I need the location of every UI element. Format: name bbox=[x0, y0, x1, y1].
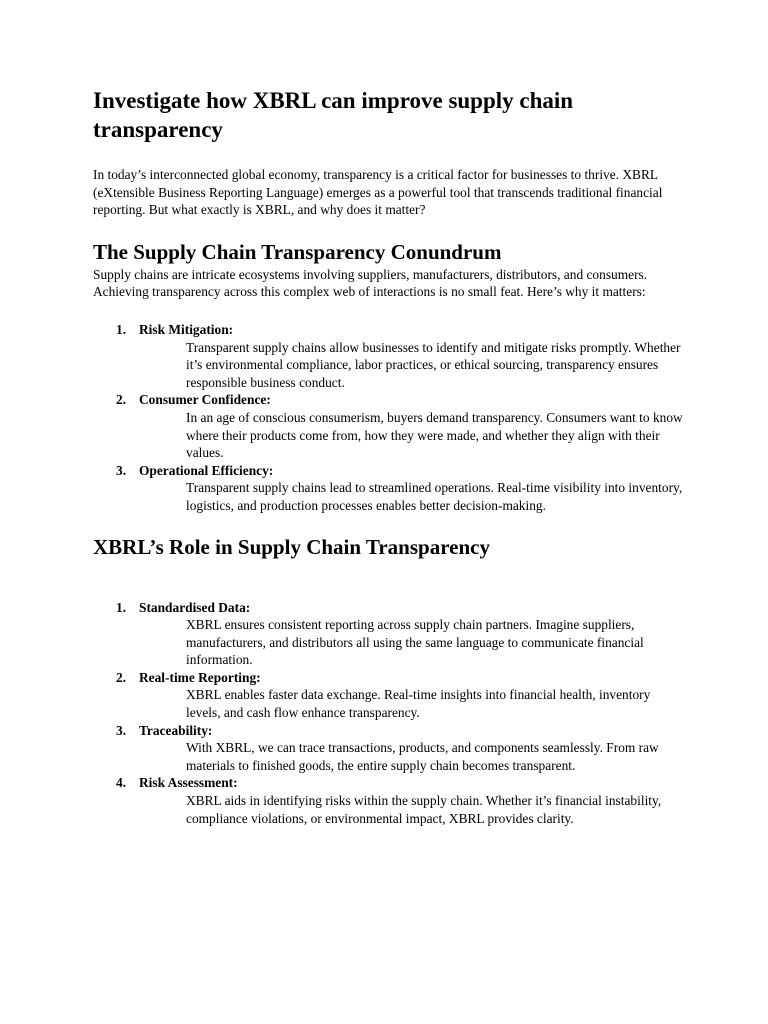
list-item-description: In an age of conscious consumerism, buyers demand transparency. Consumers want to know where their products come from, how they were made, and whether they align with their values. bbox=[186, 409, 683, 461]
list-item bbox=[93, 599, 683, 669]
list-item bbox=[93, 462, 683, 515]
document-page bbox=[93, 86, 683, 827]
list-item-title: Real-time Reporting: bbox=[139, 669, 261, 685]
document-title: Investigate how XBRL can improve supply chain transparency bbox=[93, 88, 574, 142]
section-heading-xbrl-role: XBRL’s Role in Supply Chain Transparency bbox=[93, 534, 490, 559]
list-item-description: XBRL enables faster data exchange. Real-time insights into financial health, inventory levels, and cash flow enhance transparency. bbox=[186, 687, 651, 721]
list-item-number: 1. bbox=[116, 599, 127, 615]
list-item-number: 4. bbox=[116, 775, 127, 791]
list-item-description: XBRL aids in identifying risks within the supply chain. Whether it’s financial instability, compliance violations, or environmental impact, XBRL provides clarity. bbox=[186, 793, 662, 826]
numbered-list-conundrum bbox=[93, 321, 683, 515]
intro-paragraph: In today’s interconnected global economy, transparency is a critical factor for businesses to thrive. XBRL (eXtensible Business Reporting Language) emerges as a powerful tool that transcends traditional financial reporting. But what exactly is XBRL, and why does it matter? bbox=[93, 167, 663, 218]
list-item-description: Transparent supply chains allow businesses to identify and mitigate risks promptly. Whether it’s environmental compliance, labor practices, or ethical sourcing, transparency ensures responsible business conduct. bbox=[186, 339, 681, 390]
list-item-title: Risk Assessment: bbox=[139, 775, 238, 791]
list-item-title: Risk Mitigation: bbox=[139, 321, 234, 337]
list-item-description: With XBRL, we can trace transactions, products, and components seamlessly. From raw materials to finished goods, the entire supply chain becomes transparent. bbox=[186, 740, 659, 773]
list-item-number: 2. bbox=[116, 392, 127, 408]
list-item-description: XBRL ensures consistent reporting across supply chain partners. Imagine suppliers, manufacturers, and distributors all using the same language to communicate financial information. bbox=[186, 617, 644, 668]
list-item bbox=[93, 722, 683, 775]
list-item bbox=[93, 774, 683, 827]
list-item-title: Traceability: bbox=[139, 722, 213, 738]
list-item-number: 3. bbox=[116, 462, 127, 478]
list-item-title: Operational Efficiency: bbox=[139, 462, 274, 478]
list-item bbox=[93, 391, 683, 461]
section-heading-conundrum: The Supply Chain Transparency Conundrum bbox=[93, 239, 502, 264]
list-item bbox=[93, 669, 683, 722]
list-item-number: 1. bbox=[116, 321, 127, 337]
list-item-number: 2. bbox=[116, 669, 127, 685]
list-item-title: Consumer Confidence: bbox=[139, 392, 271, 408]
section-paragraph-conundrum: Supply chains are intricate ecosystems involving suppliers, manufacturers, distributors, and consumers. Achieving transparency across this complex web of interactions is no small feat. Here’s why it matters: bbox=[93, 266, 648, 300]
list-item-number: 3. bbox=[116, 722, 127, 738]
numbered-list-xbrl-role bbox=[93, 599, 683, 828]
list-item bbox=[93, 321, 683, 391]
list-item-description: Transparent supply chains lead to streamlined operations. Real-time visibility into inventory, logistics, and production processes enables better decision-making. bbox=[186, 480, 683, 513]
list-item-title: Standardised Data: bbox=[139, 599, 251, 615]
